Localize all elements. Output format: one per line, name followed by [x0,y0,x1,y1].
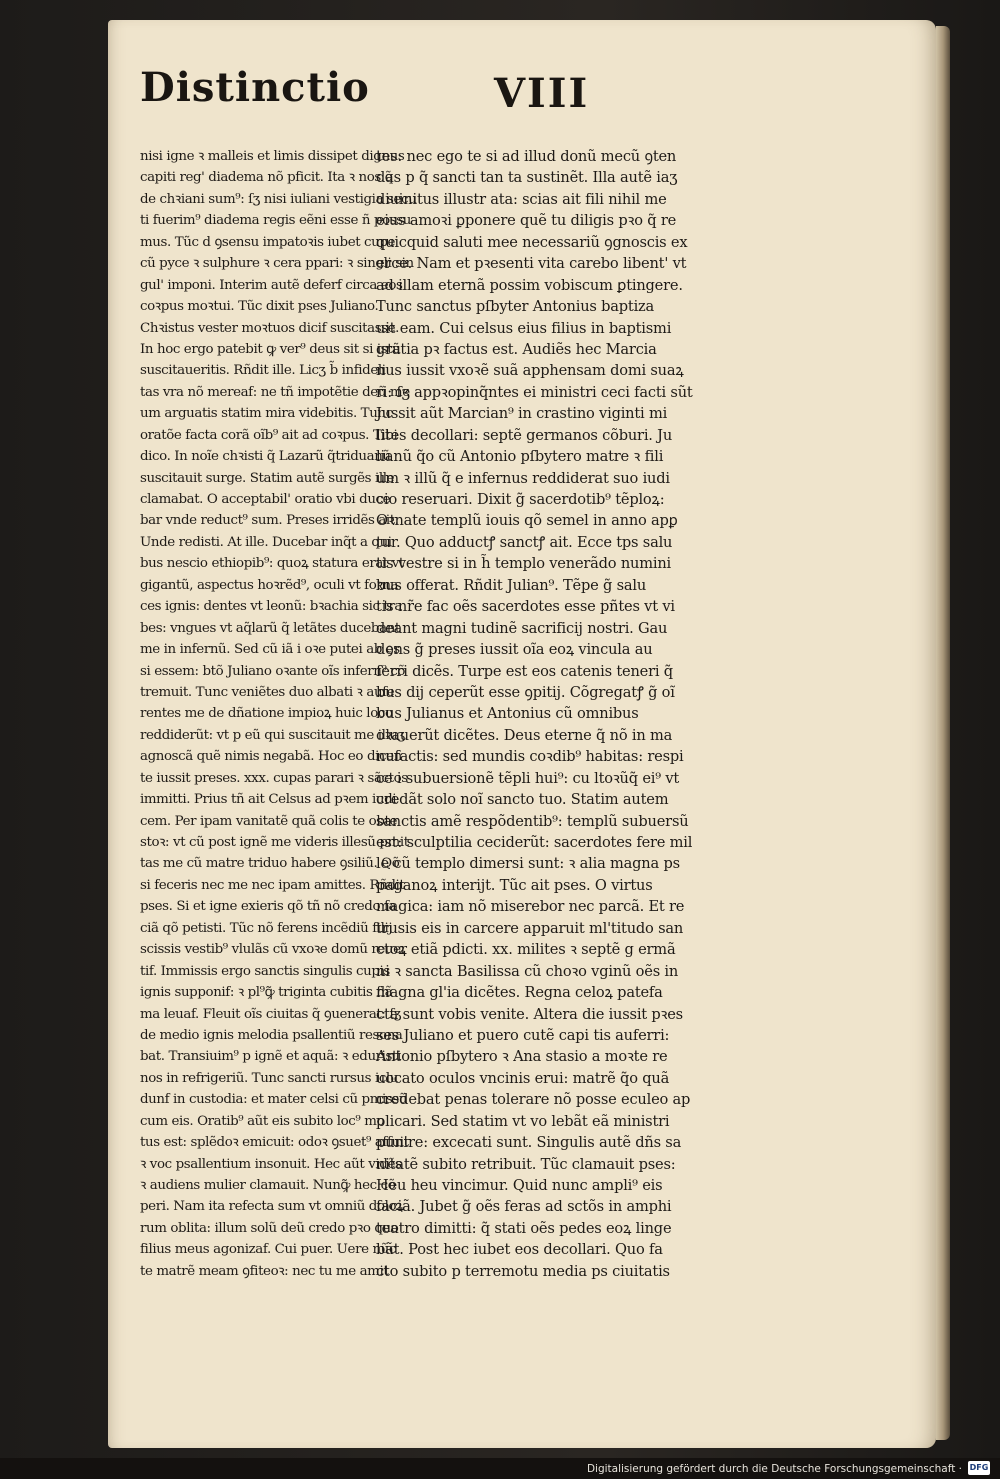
text-line: Chꝛistus vester moꝛtuos dicif suscitasse. [140,320,400,336]
text-line: nitatẽ subito retribuit. Tũc clamauit pses: [376,1155,676,1173]
text-line: gul' imponi. Interim autẽ deferf circa eos [140,277,403,293]
text-line: si feceris nec me nec ipam amittes. Rñdit [140,877,405,893]
text-line: ignis supponif: ꝛ pl⁹ꝙ̃ triginta cubitis flã [140,985,393,1001]
text-line: ma leuaf. Fleuit oĩs ciuitas q̃ ꝯuenerat: ſʒ [140,1006,402,1022]
text-line: dico. In noĩe chꝛisti q̃ Lazarũ q̃triduanũ [140,449,391,465]
page-edge [936,26,950,1440]
text-line: agnoscã quẽ nimis negabã. Hoc eo dicen [140,749,402,765]
text-line: le cũ templo dimersi sunt: ꝛ alia magna ps [376,855,680,873]
text-line: credãt solo noĩ sancto tuo. Statim autem [376,791,669,809]
text-line: de chꝛiani sum⁹: ſʒ nisi iuliani vestigia secu [140,191,417,207]
text-line: nisi igne ꝛ malleis et limis dissipet dignus [140,149,405,164]
text-line: ti fuerim⁹ diadema regis eẽni esse ñ possu [140,213,411,229]
text-line: pses. Si et igne exieris qõ tñ nõ credo fa [140,899,397,915]
text-line: credebat penas tolerare nõ posse eculeo ap [376,1091,691,1109]
text-line: magna gl'ia dicẽtes. Regna celoꝝ patefa [376,984,663,1002]
text-line: capiti reg' diadema nõ pficit. Ita ꝛ nos q̃ [140,170,393,186]
text-line: est: sculptilia ceciderũt: sacerdotes fere mil [376,834,693,851]
text-line: eius amoꝛi ꝑponere quẽ tu diligis pꝛo q̃ re [376,212,677,230]
text-line: ferri dicẽs. Turpe est eos catenis teneri q̃ [376,662,673,680]
text-line: nos in refrigeriũ. Tunc sancti rursus iclu [140,1070,399,1086]
text-line: tis nr̃e fac oẽs sacerdotes esse pñtes vt vi [376,598,675,616]
text-line: teatro dimitti: q̃ stati oẽs pedes eoꝝ linge [376,1219,672,1237]
running-head: Distinctio [140,64,370,111]
text-line: mus. Tũc d ꝯsensu impatoꝛis iubet cupe [140,234,396,250]
text-line: rentes me de dñatione impioꝝ huic loco [140,706,393,722]
footer-credit: Digitalisierung gefördert durch die Deutsche Forschungsgemeinschaft · [586,1463,962,1475]
text-line: tus est: splẽdoꝛ emicuit: odoꝛ ꝯsuet⁹ affuit [140,1135,409,1151]
text-line: oꝛauerũt dicẽtes. Deus eterne q̃ nõ in ma [376,726,673,744]
text-line: bes: vngues vt aq̃larũ q̃ letãtes ducebant [140,620,400,636]
section-number: VIII [494,70,590,117]
text-line: sanctis amẽ respõdentib⁹: templũ subuersũ [376,812,689,830]
text-line: plicari. Sed statim vt vo lebãt eã ministri [376,1112,670,1130]
text-line: deant magni tudinẽ sacrificij nostri. Gau [376,619,668,637]
text-line: ꝛ audiens mulier clamauit. Nunꝙ̃ hec cõ [140,1178,396,1193]
text-line: scissis vestib⁹ vlulãs cũ vxoꝛe domũ reuer [140,942,407,958]
text-line: suscitauit surge. Statim autẽ surgẽs ille [140,470,395,486]
text-line: immitti. Prius tñ ait Celsus ad pꝛem iudi [140,792,397,808]
text-line: In hoc ergo patebit ꝙ ver⁹ deus sit si istũ [140,341,401,357]
text-line: me in infernũ. Sed cũ iã i oꝛe putei ab ꝯs [140,642,400,658]
text-line: uocato oculos vncinis erui: matrẽ q̃o quã [376,1069,670,1087]
text-line: si essem: btõ Juliano oꝛante oĩs infern⁹ cõ [140,663,406,679]
text-line: das p q̃ sancti tan ta sustinẽt. Illa autẽ iaʒ [376,169,678,187]
text-line: ctoꝝ etiã pdicti. xx. milites ꝛ septẽ g ermã [376,941,676,959]
text-line: Antonio pſbytero ꝛ Ana stasio a moꝛte re [376,1048,668,1066]
right-text-column [376,146,714,1280]
text-line: lianũ q̃o cũ Antonio pſbytero matre ꝛ fili [376,448,664,466]
text-line: punire: excecati sunt. Singulis autẽ dñs sa [376,1134,682,1152]
text-line: cio reseruari. Dixit g̃ sacerdotib⁹ tẽploꝝ: [376,491,665,508]
text-line: ni ꝛ sancta Basilissa cũ choꝛo vginũ oẽs in [376,962,679,980]
text-line: te iussit preses. xxx. cupas parari ꝛ sãctos [140,770,408,786]
text-line: peri. Nam ita refecta sum vt omniũ doloꝝ [140,1199,404,1215]
text-line: cũ pyce ꝛ sulphure ꝛ cera ppari: ꝛ singli sin [140,256,414,272]
text-line: bus offerat. Rñdit Julian⁹. Tẽpe g̃ salu [376,576,647,594]
text-line: quicquid saluti mee necessariũ ꝯgnoscis ex [376,233,688,251]
text-line: dens g̃ preses iussit oĩa eoꝝ vincula au [376,641,653,659]
text-line: stoꝛ: vt cũ post ignẽ me videris illesũ pmit [140,835,409,850]
text-line: Oꝛnate templũ iouis qõ semel in anno apꝑ [376,512,678,530]
text-line: bus nescio ethiopib⁹: quoꝝ statura erat vt [140,556,404,572]
text-line: faciã. Jubet g̃ oẽs feras ad sctõs in amphi [376,1198,672,1216]
text-line: suscitaueritis. Rñdit ille. Licʒ b̃ infideli [140,363,386,379]
text-line: rum oblita: illum solũ deũ credo pꝛo quo [140,1220,399,1236]
text-line: paganoꝝ interijt. Tũc ait pses. O virtus [376,876,653,894]
text-line: lites decollari: septẽ germanos cõburi. Ju [376,426,673,444]
text-line: Tunc sanctus pſbyter Antonius baptiza [376,298,655,316]
text-line: um arguatis statim mira videbitis. Tunc [140,406,393,422]
text-line: Jussit aũt Marcian⁹ in crastino viginti mi [376,405,668,423]
text-line: gratia pꝛ factus est. Audiẽs hec Marcia [376,340,657,358]
text-line: tis vestre si in h̃ templo venerãdo numini [376,555,671,573]
text-line: nus iussit vxoꝛẽ suã apphensam domi suaꝝ [376,362,684,380]
text-line: bar vnde reduct⁹ sum. Preses irridẽs ait. [140,513,399,529]
text-line: te matrẽ meam ꝯfiteoꝛ: nec tu me amit [140,1263,389,1279]
text-line: um ꝛ illũ q̃ e infernus reddiderat suo iudi [376,469,670,487]
text-line: tas me cũ matre triduo habere ꝯsiliũ. Qõ [140,856,400,872]
text-line: magica: iam nõ miserebor nec parcã. Et re [376,898,685,916]
text-line: ad illam eternã possim vobiscum ꝑtingere. [376,276,683,294]
text-line: cem. Per ipam vanitatẽ quã colis te obte [140,813,397,829]
text-line: ciã qõ petisti. Tũc nõ ferens incẽdiũ filij [140,920,393,936]
text-line: cta sunt vobis venite. Altera die iussit pꝛes [376,1005,683,1023]
text-line: de medio ignis melodia psallentiũ resona [140,1027,403,1043]
text-line: bus dij ceperũt esse ꝯpitij. Cõgregatꝭ g̃ oĩ [376,683,675,701]
text-line: bus Julianus et Antonius cũ omnibus [376,705,639,723]
text-line: Heu heu vincimur. Quid nunc ampli⁹ eis [376,1177,663,1194]
dfg-logo: DFG [968,1461,990,1475]
text-line: ri: ſʒ appꝛopinq̃ntes ei ministri ceci facti sũt [376,383,693,401]
text-line: bat. Transiuim⁹ p ignẽ et aquã: ꝛ eduristi [140,1049,401,1065]
text-line: filius meus agonizaf. Cui puer. Uere nũc [140,1242,396,1258]
text-line: Unde redisti. At ille. Ducebar inq̃t a qui [140,534,392,550]
text-line: erce. Nam et pꝛesenti vita carebo libent' vt [376,255,687,273]
text-line: tif. Immissis ergo sanctis singulis cupis [140,963,390,979]
text-line: ses Juliano et puero cutẽ capi tis auferri: [376,1026,670,1044]
text-line: tes: nec ego te si ad illud donũ mecũ ꝯten [376,148,677,165]
text-line: tur. Quo adductꝭ sanctꝭ ait. Ecce tps salu [376,533,673,551]
text-line: clamabat. O acceptabil' oratio vbi duce [140,492,391,507]
left-text-column [140,146,417,1279]
text-line: trusis eis in carcere apparuit ml'titudo san [376,919,684,937]
text-line: oratõe facta corã oĩb⁹ ait ad coꝛpus. Tibi [140,427,398,443]
text-line: ce i subuersionẽ tẽpli hui⁹: cu ltoꝛũq̃ ei⁹ vt [376,769,680,787]
text-line: dunf in custodia: et mater celsi cũ pmissũ [140,1092,408,1108]
text-line: cto subito p terremotu media ps ciuitatis [376,1262,670,1280]
text-line: tas vra nõ mereaf: ne tñ impotẽtie deũ me [140,384,410,400]
text-line: tremuit. Tunc veniẽtes duo albati ꝛ aufe [140,684,395,700]
text-line: gigantũ, aspectus hoꝛrẽd⁹, oculi vt foꝛna [140,577,399,593]
text-line: diuinitus illustr ata: scias ait fili nihil me [376,190,667,208]
text-line: bãt. Post hec iubet eos decollari. Quo fa [376,1241,663,1259]
text-line: cum eis. Oratib⁹ aũt eis subito loc⁹ mo [140,1113,385,1129]
text-line: ꝛ voc psallentium insonuit. Hec aũt vidẽs [140,1156,402,1172]
text-line: nufactis: sed mundis coꝛdib⁹ habitas: respi [376,748,684,766]
text-line: ces ignis: dentes vt leonũ: bꝛachia sic tra [140,599,403,615]
text-line: uit eam. Cui celsus eius filius in baptismi [376,319,672,337]
text-line: coꝛpus moꝛtui. Tũc dixit pses Juliano. [140,299,379,315]
text-line: reddiderũt: vt p eũ qui suscitauit me illuʒ [140,727,405,743]
